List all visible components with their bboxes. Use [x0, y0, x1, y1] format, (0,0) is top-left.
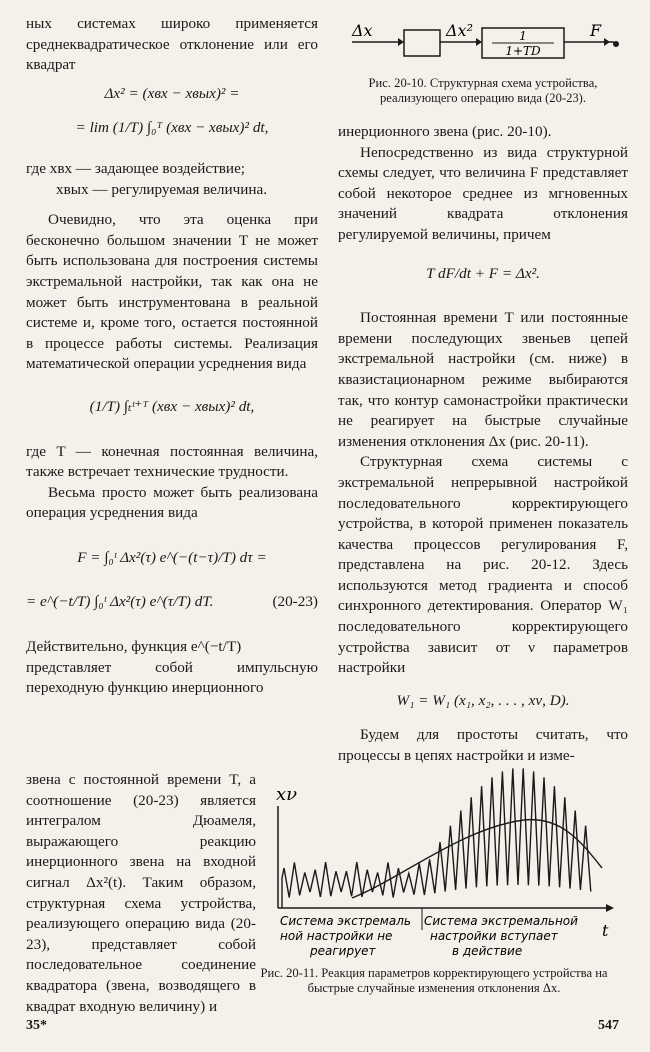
x-axis-arrowhead [606, 904, 614, 912]
diagram-output-label: F [590, 21, 602, 40]
label-not-reacting-3: реагирует [310, 944, 376, 958]
footer-signature: 35* [26, 1018, 47, 1033]
label-active-3: в действие [452, 944, 523, 958]
right-paragraph-5: Будем для простоты считать, что процессы в цепях настройки и изме- [338, 726, 628, 765]
diagram-input-label: Δx [352, 21, 373, 40]
figure-y-label: xν [276, 784, 298, 805]
transfer-denominator: 1+TD [505, 44, 541, 58]
fig-20-11-caption: Рис. 20-11. Реакция параметров корректирующего устройства на быстрые случайные изменения отклонения Δx. [260, 966, 608, 995]
label-active [424, 914, 582, 958]
formula-F-integral-2: = e^(−t/T) ∫₀ᵗ Δx²(τ) e^(τ/T) dT. [26, 593, 214, 611]
left-paragraph-5b: представляет собой импульсную переходную функцию инерционного [26, 658, 318, 697]
right-paragraph-2: Непосредственно из вида структурной схемы следует, что величина F представляет собой некоторое среднее из мгновенных значений квадрата отклонения регулируемой величины, причем [338, 143, 628, 243]
equation-number: (20-23) [272, 593, 318, 611]
label-not-reacting-1: Система экстремаль [280, 914, 411, 928]
transfer-numerator: 1 [519, 29, 527, 43]
left-column [26, 14, 318, 699]
left-paragraph-3: где T — конечная постоянная величина, также встречает технические трудности. [26, 442, 318, 481]
right-paragraph-4: Структурная схема системы с экстремальной непрерывной настройкой последовательного корректирующего устройства, в которой применен показатель качества процессов регулирования F, представлена на рис. 20-12. Здесь используются метод градиента и способ синхронного детектирования. Оператор W₁ последовательного корректирующего устройства зависит от ν параметров настройки [338, 453, 628, 677]
left-paragraph-1: ных системах широко применяется среднеквадратическое отклонение или его квадрат [26, 15, 318, 74]
left-paragraph-2: Очевидно, что эта оценка при бесконечно большом значении T не может быть использована для построения системы экстремальной настройки, так как она не может быть инструментована в реальной системе и, кроме того, остается постоянной в процессе работы системы. Реализация математической операции усреднения вида [26, 211, 318, 373]
diagram-mid-label: Δx² [446, 21, 473, 40]
label-active-1: Система экстремальной [424, 914, 578, 928]
label-not-reacting [280, 914, 415, 958]
right-paragraph-3: Постоянная времени T или постоянные времени последующих звеньев цепей экстремальной настройки (см. ниже) в квазистационарном режиме выбираются так, что контур самонастройки практически не реагирует на быстрые случайные изменения отклонения Δx (рис. 20-11). [338, 309, 628, 450]
figure-x-label: t [602, 921, 609, 940]
figure-20-11 [262, 758, 622, 970]
formula-differential: T dF/dt + F = Δx². [426, 264, 540, 282]
left-paragraph-5a: Действительно, функция e^(−t/T) [26, 638, 242, 656]
left-paragraph-4: Весьма просто может быть реализована операция усреднения вида [26, 483, 318, 522]
formula-limit-integral: = lim (1/T) ∫₀ᵀ (xвх − xвых)² dt, [75, 119, 269, 137]
oscillation-curve [282, 768, 591, 908]
diagram-spacer [338, 14, 628, 76]
formula-operator-W1: W₁ = W₁ (x₁, x₂, . . . , xν, D). [396, 691, 570, 709]
label-active-2: настройки вступает [430, 929, 558, 943]
formula-mean-square: Δx² = (xвх − xвых)² = [104, 84, 240, 102]
right-paragraph-1: инерционного звена (рис. 20-10). [338, 123, 552, 140]
wrap-paragraph-text: звена с постоянной времени T, а соотношение (20-23) является интегралом Дюамеля, выражающего реакцию инерционного звена на входной сигнал Δx²(t). Таким образом, структурная схема устройства, реализующего операцию вида (20-23), представляет собой последовательное соединение квадратора (звена, возводящего в квадрат входную величину) и [26, 771, 256, 1015]
fig-20-10-caption: Рис. 20-10. Структурная схема устройства, реализующего операцию вида (20-23). [368, 76, 598, 105]
formula-F-integral-2-row [26, 592, 318, 613]
where-xin: где xвх — задающее воздействие; [26, 159, 246, 177]
formula-F-integral: F = ∫₀ᵗ Δx²(τ) e^(−(t−τ)/T) dτ = [77, 548, 267, 566]
right-column [338, 14, 628, 767]
where-xout: xвых — регулируемая величина. [56, 180, 268, 198]
formula-finite-average: (1/T) ∫ₜᵗ⁺ᵀ (xвх − xвых)² dt, [89, 397, 255, 415]
left-wrap-paragraph [26, 770, 256, 1017]
page-number: 547 [598, 1018, 619, 1033]
label-not-reacting-2: ной настройки не [280, 929, 393, 943]
